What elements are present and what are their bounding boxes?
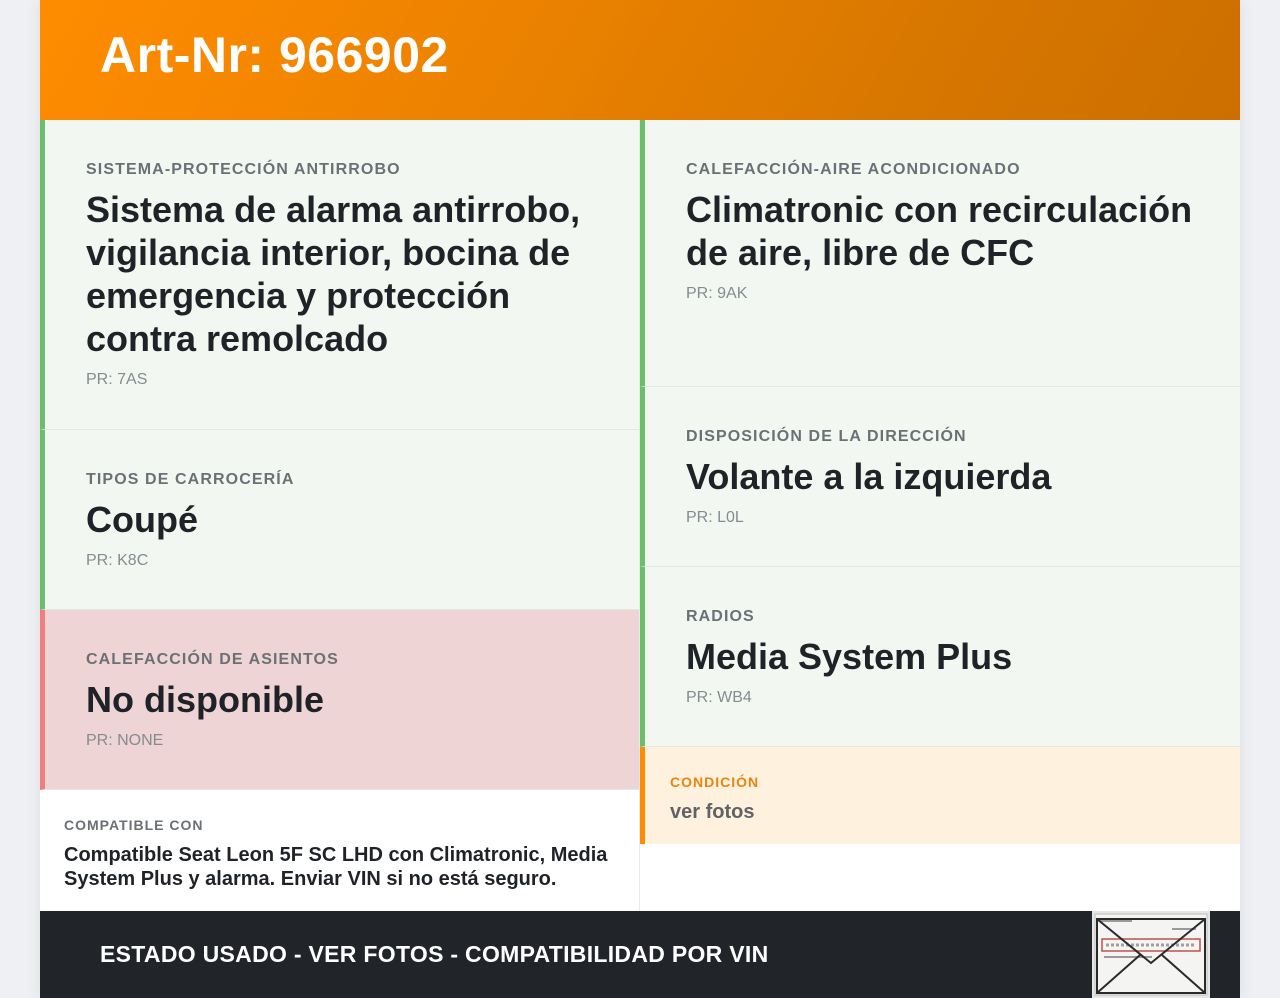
card-pr-code: PR: 9AK [686, 285, 748, 302]
card-body-type [40, 430, 639, 610]
card-pr-code: PR: WB4 [686, 689, 752, 706]
card-value: Climatronic con recirculación de aire, libre de CFC [686, 189, 1193, 273]
card-label: SISTEMA-PROTECCIÓN ANTIRROBO [86, 161, 401, 178]
card-pr-code: PR: K8C [86, 552, 149, 569]
card-seat-heating [40, 610, 639, 790]
right-column [640, 120, 1240, 823]
footer-text: ESTADO USADO - VER FOTOS - COMPATIBILIDAD POR VIN [100, 941, 769, 967]
condition-section [640, 747, 1240, 844]
card-value: No disponible [86, 679, 324, 720]
card-pr-code: PR: 7AS [86, 371, 148, 388]
page [40, 0, 1240, 998]
card-label: RADIOS [686, 608, 755, 625]
card-label: TIPOS DE CARROCERÍA [86, 471, 295, 488]
card-antitheft [40, 120, 639, 430]
article-number-title: Art-Nr: 966902 [100, 27, 449, 83]
condition-text: ver fotos [670, 801, 755, 823]
left-column [40, 120, 640, 911]
footer-bar [40, 911, 1240, 998]
card-steering [640, 387, 1240, 567]
card-value: Media System Plus [686, 636, 1013, 677]
card-label: CALEFACCIÓN DE ASIENTOS [86, 651, 339, 668]
card-label: DISPOSICIÓN DE LA DIRECCIÓN [686, 428, 967, 445]
card-climate [640, 120, 1240, 387]
card-value: Sistema de alarma antirrobo, vigilancia interior, bocina de emergencia y protección contra remolcado [86, 189, 581, 359]
card-pr-code: PR: NONE [86, 732, 164, 749]
compat-text: Compatible Seat Leon 5F SC LHD con Climatronic, Media System Plus y alarma. Enviar VIN si no está seguro. [64, 844, 608, 890]
card-value: Coupé [86, 499, 198, 540]
part-label-thumbnail[interactable] [1092, 911, 1210, 998]
card-pr-code: PR: L0L [686, 509, 744, 526]
card-label: CALEFACCIÓN-AIRE ACONDICIONADO [686, 161, 1021, 178]
card-value: Volante a la izquierda [686, 456, 1052, 497]
compat-label: COMPATIBLE CON [64, 817, 204, 833]
compatibility-section [40, 790, 639, 911]
header-banner [40, 0, 1240, 120]
condition-label: CONDICIÓN [670, 774, 760, 790]
card-radio [640, 567, 1240, 747]
